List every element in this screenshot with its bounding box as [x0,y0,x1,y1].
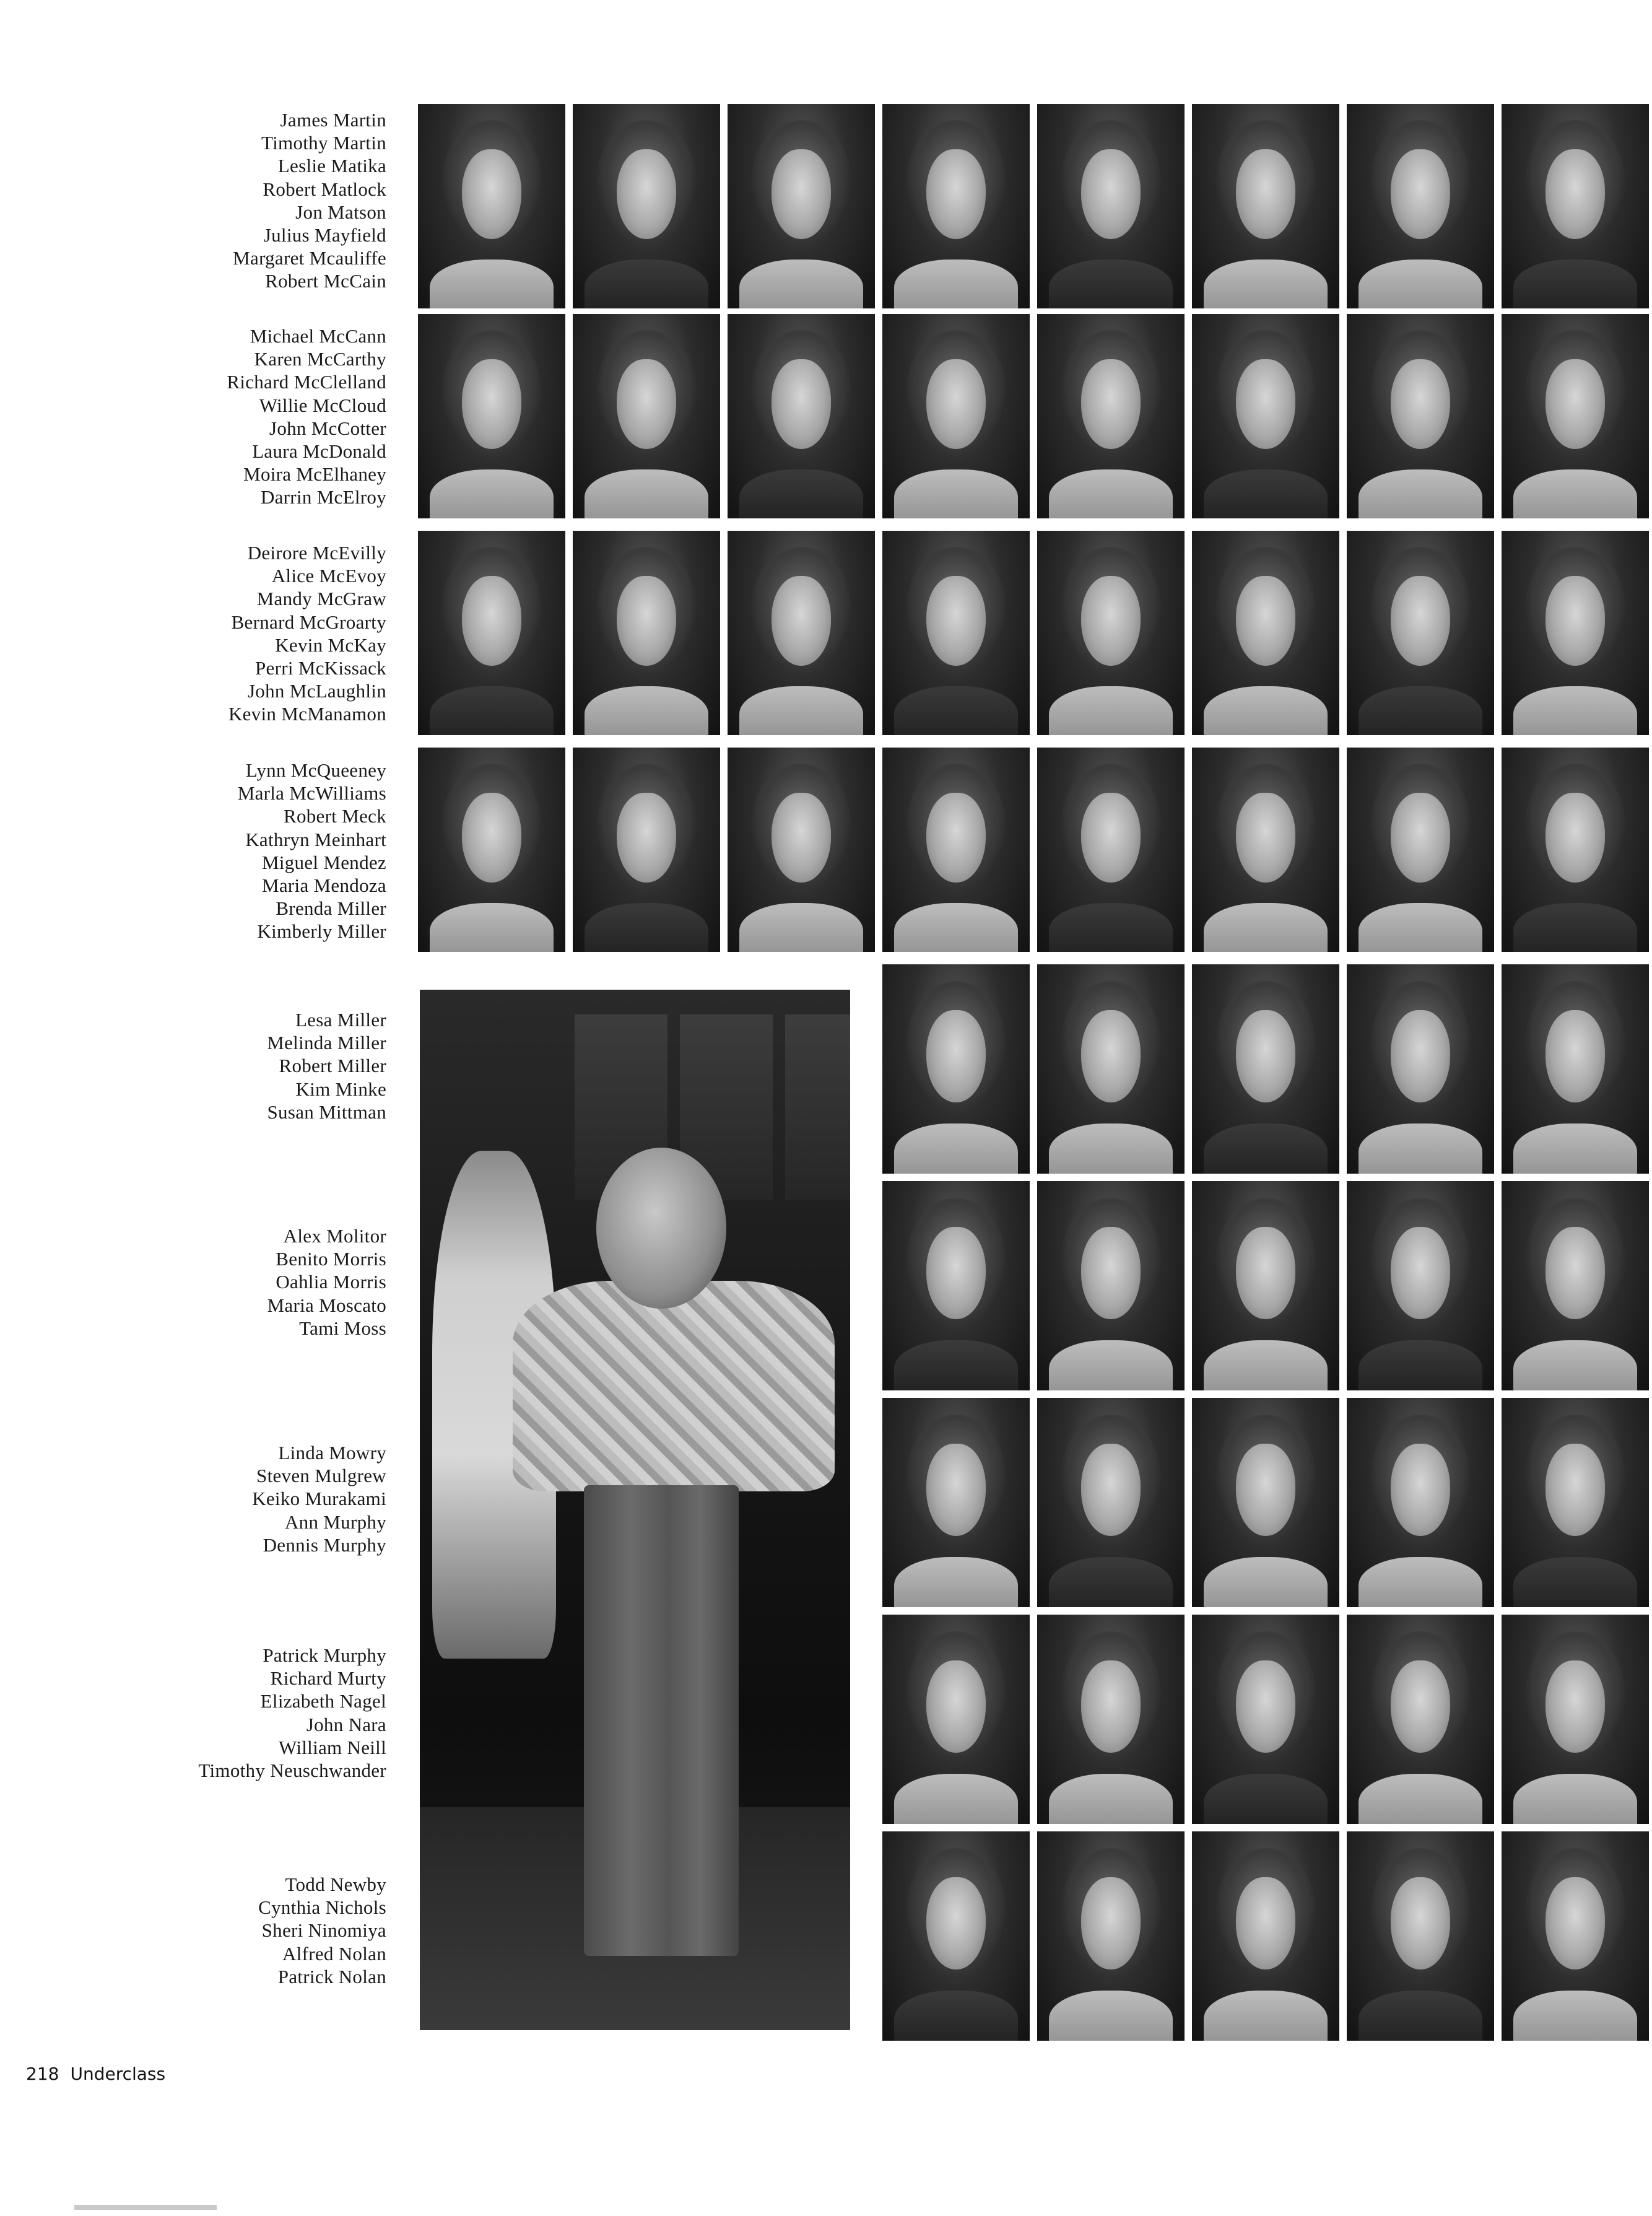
candid-dance-photo [420,990,850,2030]
student-portrait [1037,964,1185,1174]
student-portrait [1192,1615,1339,1824]
student-name: William Neill [279,1736,386,1758]
student-name: Deirore McEvilly [247,542,386,564]
student-name: Michael McCann [250,325,386,347]
student-portrait [1502,1615,1649,1824]
student-name: Moira McElhaney [243,463,386,486]
student-portrait [1502,1831,1649,2041]
student-portrait [1037,748,1185,952]
student-portrait [1347,531,1494,735]
student-name: Keiko Murakami [252,1488,386,1510]
student-portrait [1502,1398,1649,1607]
name-list-group-2 [40,325,386,509]
student-portrait [1347,1831,1494,2041]
student-name: Tami Moss [299,1317,386,1339]
student-name: Leslie Matika [277,155,386,177]
student-name: Dennis Murphy [263,1533,386,1556]
student-portrait [573,314,720,518]
student-portrait [1037,104,1185,308]
student-portrait [728,531,875,735]
student-name: Kevin McManamon [228,703,386,725]
student-portrait [1502,964,1649,1174]
student-name: Kevin McKay [275,634,386,656]
student-name: Julius Mayfield [263,224,386,246]
student-portrait [1037,531,1185,735]
student-portrait [1502,531,1649,735]
student-portrait [418,104,565,308]
student-name: Laura McDonald [252,440,386,463]
section-label: Underclass [70,2064,166,2084]
student-portrait [1347,314,1494,518]
page-footer [26,2064,165,2084]
student-portrait [1192,1181,1339,1390]
student-name: Sheri Ninomiya [261,1919,386,1942]
student-name: Alfred Nolan [282,1942,386,1965]
student-name: John McLaughlin [247,680,386,702]
student-portrait [882,104,1030,308]
student-portrait [1037,314,1185,518]
student-name: Bernard McGroarty [231,611,386,633]
student-name: Cynthia Nichols [258,1896,386,1919]
student-portrait [1192,531,1339,735]
page-number: 218 [26,2064,59,2084]
footer-rule [74,2205,217,2210]
name-list-group-3 [40,541,386,726]
student-name: Perri McKissack [255,657,386,679]
student-portrait [1502,104,1649,308]
student-portrait [882,1181,1030,1390]
student-name: Willie McCloud [259,394,386,416]
student-portrait [418,748,565,952]
student-name: Alice McEvoy [271,565,386,587]
student-portrait [1037,1615,1185,1824]
student-name: Lesa Miller [295,1009,386,1031]
name-list-group-4 [40,759,386,943]
student-portrait [1192,314,1339,518]
student-name: Ann Murphy [284,1511,386,1533]
student-name: Richard McClelland [227,371,386,393]
student-portrait [1502,314,1649,518]
student-name: Lynn McQueeney [245,759,386,781]
name-list-group-7 [40,1441,386,1556]
student-name: James Martin [280,109,386,131]
name-list-group-1 [40,108,386,293]
student-name: Linda Mowry [278,1442,386,1464]
student-portrait [1502,748,1649,952]
student-portrait [1347,964,1494,1174]
student-name: John Nara [306,1713,386,1735]
student-name: Margaret Mcauliffe [233,247,386,269]
student-name: Maria Mendoza [261,875,386,897]
student-name: Robert Miller [279,1055,386,1077]
student-portrait [1347,1615,1494,1824]
student-name: Patrick Nolan [277,1965,386,1987]
student-name: Todd Newby [285,1874,386,1895]
name-list-group-5 [40,1008,386,1123]
student-name: Steven Mulgrew [256,1465,386,1487]
student-portrait [728,104,875,308]
student-name: Elizabeth Nagel [260,1690,386,1712]
student-portrait [1347,1181,1494,1390]
student-portrait [728,314,875,518]
student-portrait [1347,1398,1494,1607]
student-portrait [882,531,1030,735]
student-name: John McCotter [269,417,386,439]
student-name: Timothy Martin [261,132,386,154]
student-portrait [1347,748,1494,952]
student-name: Karen McCarthy [254,348,386,370]
student-portrait [573,748,720,952]
student-portrait [1192,964,1339,1174]
student-portrait [882,964,1030,1174]
student-name: Susan Mittman [267,1101,386,1123]
student-portrait [1037,1831,1185,2041]
student-name: Brenda Miller [276,897,386,920]
student-name: Benito Morris [276,1248,386,1270]
student-name: Oahlia Morris [276,1271,386,1293]
student-portrait [728,748,875,952]
student-name: Jon Matson [295,201,386,223]
student-name: Miguel Mendez [261,851,386,873]
student-portrait [1037,1181,1185,1390]
student-name: Darrin McElroy [260,486,386,508]
student-name: Mandy McGraw [256,588,386,610]
student-name: Robert Matlock [263,178,386,200]
student-name: Richard Murty [270,1667,386,1690]
student-portrait [882,1831,1030,2041]
student-portrait [573,104,720,308]
student-name: Marla McWilliams [237,782,386,805]
student-portrait [573,531,720,735]
student-portrait [1347,104,1494,308]
student-portrait [1192,1398,1339,1607]
student-name: Patrick Murphy [263,1644,386,1666]
student-portrait [882,1615,1030,1824]
student-name: Robert Meck [283,805,386,827]
student-name: Maria Moscato [267,1294,386,1316]
student-portrait [1502,1181,1649,1390]
student-name: Kimberly Miller [257,920,386,943]
student-portrait [1192,1831,1339,2041]
student-portrait [1037,1398,1185,1607]
student-name: Timothy Neuschwander [198,1760,386,1782]
name-list-group-8 [40,1644,386,1782]
student-name: Kathryn Meinhart [245,828,386,850]
student-name: Kim Minke [295,1078,386,1100]
student-name: Alex Molitor [283,1225,386,1247]
name-list-group-9 [40,1873,386,1988]
student-portrait [418,531,565,735]
student-name: Robert McCain [265,270,386,292]
student-name: Melinda Miller [267,1032,386,1054]
student-portrait [882,1398,1030,1607]
student-portrait [418,314,565,518]
student-portrait [882,748,1030,952]
student-portrait [1192,104,1339,308]
student-portrait [1192,748,1339,952]
student-portrait [882,314,1030,518]
name-list-group-6 [40,1224,386,1340]
